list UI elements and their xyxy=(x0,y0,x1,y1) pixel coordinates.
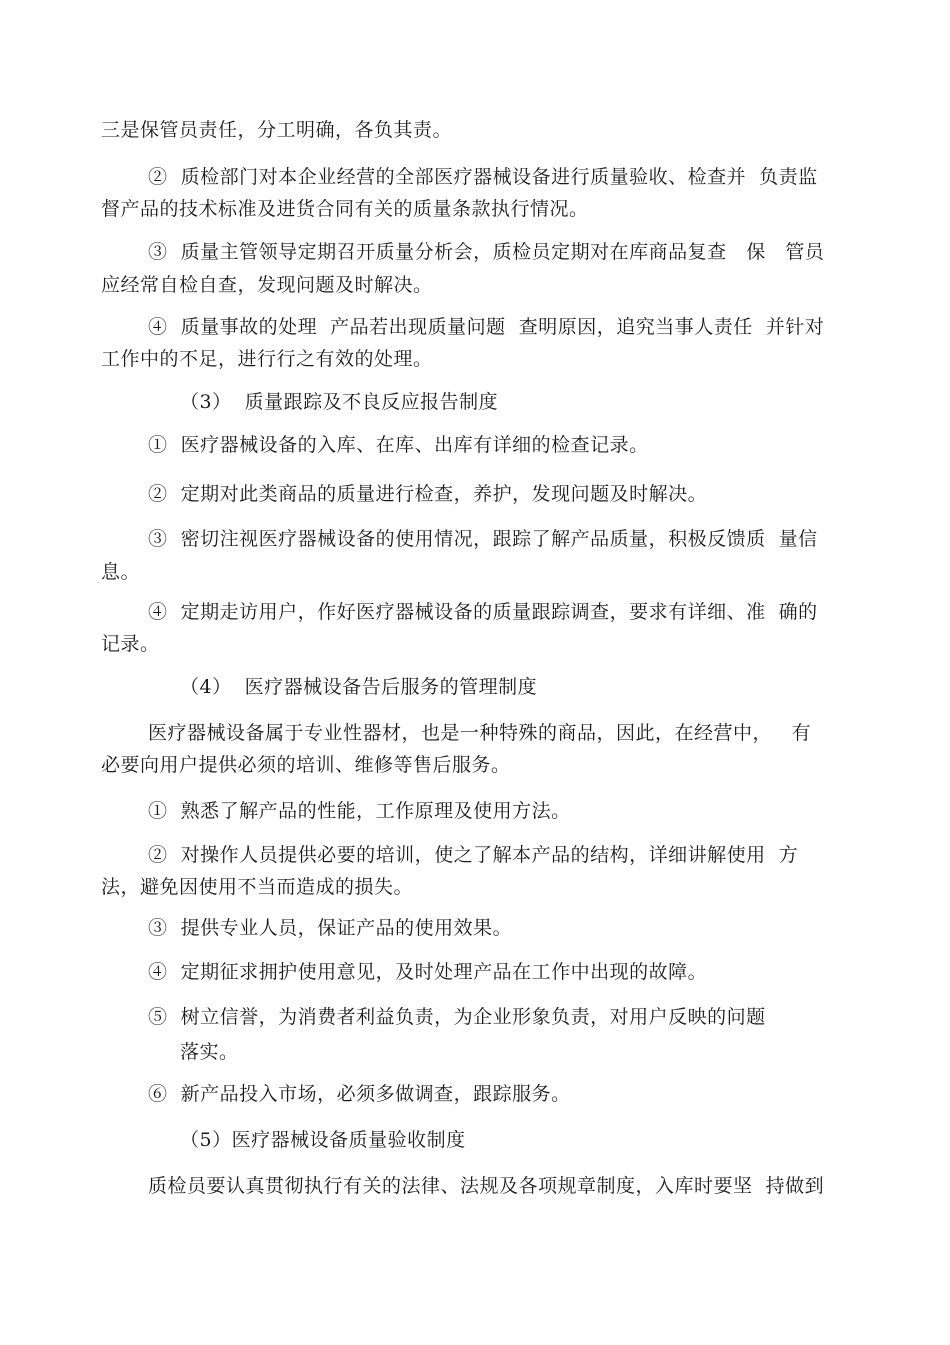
text-line: 应经常自检自查，发现问题及时解决。 xyxy=(101,274,433,296)
text-line: ④ 定期走访用户，作好医疗器械设备的质量跟踪调查，要求有详细、准 确的 xyxy=(148,601,818,623)
text-line: ④ 定期征求拥护使用意见，及时处理产品在工作中出现的故障。 xyxy=(148,961,708,983)
text-line: 必要向用户提供必须的培训、维修等售后服务。 xyxy=(101,754,511,776)
text-line: ① 熟悉了解产品的性能，工作原理及使用方法。 xyxy=(148,800,571,822)
text-line: 落实。 xyxy=(180,1041,239,1063)
text-line: 法，避免因使用不当而造成的损失。 xyxy=(101,876,414,898)
section-heading: （3） 质量跟踪及不良反应报告制度 xyxy=(180,391,499,413)
text-line: 督产品的技术标准及进货合同有关的质量条款执行情况。 xyxy=(101,198,589,220)
text-line: ③ 质量主管领导定期召开质量分析会，质检员定期对在库商品复查 保 管员 xyxy=(148,241,825,263)
text-line: ④ 质量事故的处理 产品若出现质量问题 查明原因，追究当事人责任 并针对 xyxy=(148,316,825,338)
text-line: 工作中的不足，进行行之有效的处理。 xyxy=(101,348,433,370)
text-line: ② 定期对此类商品的质量进行检查，养护，发现问题及时解决。 xyxy=(148,483,708,505)
text-line: ① 医疗器械设备的入库、在库、出库有详细的检查记录。 xyxy=(148,434,649,456)
text-line: 质检员要认真贯彻执行有关的法律、法规及各项规章制度，入库时要坚 持做到 xyxy=(148,1175,825,1197)
text-line: ② 对操作人员提供必要的培训，使之了解本产品的结构，详细讲解使用 方 xyxy=(148,844,799,866)
text-line: ③ 密切注视医疗器械设备的使用情况，跟踪了解产品质量，积极反馈质 量信 xyxy=(148,528,818,550)
text-line: 记录。 xyxy=(101,633,160,655)
text-line: ③ 提供专业人员，保证产品的使用效果。 xyxy=(148,917,513,939)
text-line: ⑥ 新产品投入市场，必须多做调查，跟踪服务。 xyxy=(148,1083,571,1105)
section-heading: （4） 医疗器械设备告后服务的管理制度 xyxy=(180,676,538,698)
text-line: ⑤ 树立信誉，为消费者利益负责，为企业形象负责，对用户反映的问题 xyxy=(148,1006,766,1028)
text-line: ② 质检部门对本企业经营的全部医疗器械设备进行质量验收、检查并 负责监 xyxy=(148,166,818,188)
text-line: 医疗器械设备属于专业性器材，也是一种特殊的商品，因此，在经营中， 有 xyxy=(148,722,812,744)
text-line: 息。 xyxy=(101,561,141,583)
section-heading: （5）医疗器械设备质量验收制度 xyxy=(180,1129,466,1151)
text-line: 三是保管员责任，分工明确，各负其责。 xyxy=(101,119,453,141)
